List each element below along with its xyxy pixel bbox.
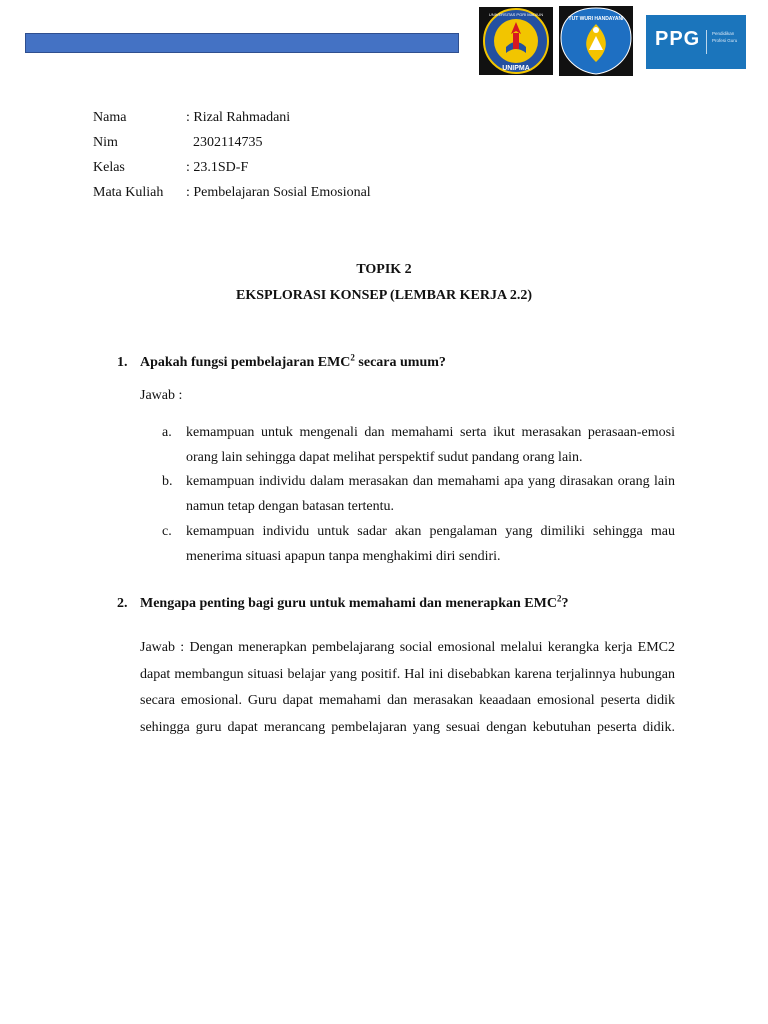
tut-wuri-handayani-logo-icon	[559, 6, 633, 76]
option-letter: a.	[162, 425, 172, 440]
superscript: 2	[350, 352, 355, 363]
identity-value: : 23.1SD-F	[186, 160, 249, 175]
option-letter: b.	[162, 474, 173, 489]
superscript: 2	[556, 593, 562, 604]
answer-paragraph: Jawab : Dengan menerapkan pembelajarang social emosional melalui kerangka kerja EMC2 dapat membangun situasi belajar yang positif. Hal ini disebabkan karena terjalinnya hubungan secara emosional. Guru dapat memahami dan merasakan keaadaan emosional peserta didik sehingga guru dapat merancang pembelajaran yang sesuai dengan kebutuhan peserta didik.	[140, 640, 675, 735]
question-text: Mengapa penting bagi guru untuk memahami dan menerapkan EMC	[140, 596, 557, 611]
answer-option-b	[162, 469, 675, 519]
unipma-logo-icon	[479, 7, 553, 75]
option-text: kemampuan individu dalam merasakan dan memahami apa yang dirasakan orang lain namun tetap dengan batasan tertentu.	[186, 474, 675, 514]
header-bar	[25, 33, 459, 53]
ppg-logo-divider	[706, 30, 707, 54]
question-number: 2.	[117, 596, 128, 611]
question-1	[117, 352, 446, 371]
option-text: kemampuan individu untuk sadar akan pengalaman yang dimiliki sehingga mau menerima situasi apapun tanpa menghakimi diri sendiri.	[186, 524, 675, 564]
unipma-ring-label: UNIVERSITAS PGRI MADIUN	[488, 12, 544, 17]
answer-label: Jawab :	[140, 388, 183, 403]
ppg-logo	[646, 15, 746, 69]
question-text-end: ?	[561, 596, 569, 611]
answer-option-c	[162, 519, 675, 569]
identity-value: : Rizal Rahmadani	[186, 110, 291, 125]
option-letter: c.	[162, 524, 172, 539]
identity-label: Nim	[93, 135, 118, 150]
question-text-end: secara umum?	[354, 355, 446, 370]
identity-label: Kelas	[93, 160, 125, 175]
identity-label: Mata Kuliah	[93, 185, 164, 200]
identity-value: 2302114735	[186, 135, 263, 150]
identity-value: : Pembelajaran Sosial Emosional	[186, 185, 371, 200]
question-text: Apakah fungsi pembelajaran EMC	[140, 355, 351, 370]
ppg-logo-word: PPG	[655, 28, 701, 50]
identity-label: Nama	[93, 110, 127, 125]
topic-title: TOPIK 2	[356, 262, 412, 277]
question-2	[117, 593, 569, 612]
unipma-logo-label: UNIPMA	[502, 65, 530, 72]
answer-option-a	[162, 420, 675, 470]
option-text: kemampuan untuk mengenali dan memahami serta ikut merasakan perasaan-emosi orang lain sehingga dapat melihat perspektif sudut pandang orang lain.	[186, 425, 675, 465]
ppg-logo-subtitle: Pendidikan Profesi Guru	[712, 31, 738, 43]
question-number: 1.	[117, 355, 128, 370]
tut-wuri-label: TUT WURI HANDAYANI	[568, 16, 624, 22]
worksheet-title: EKSPLORASI KONSEP (LEMBAR KERJA 2.2)	[236, 288, 532, 303]
